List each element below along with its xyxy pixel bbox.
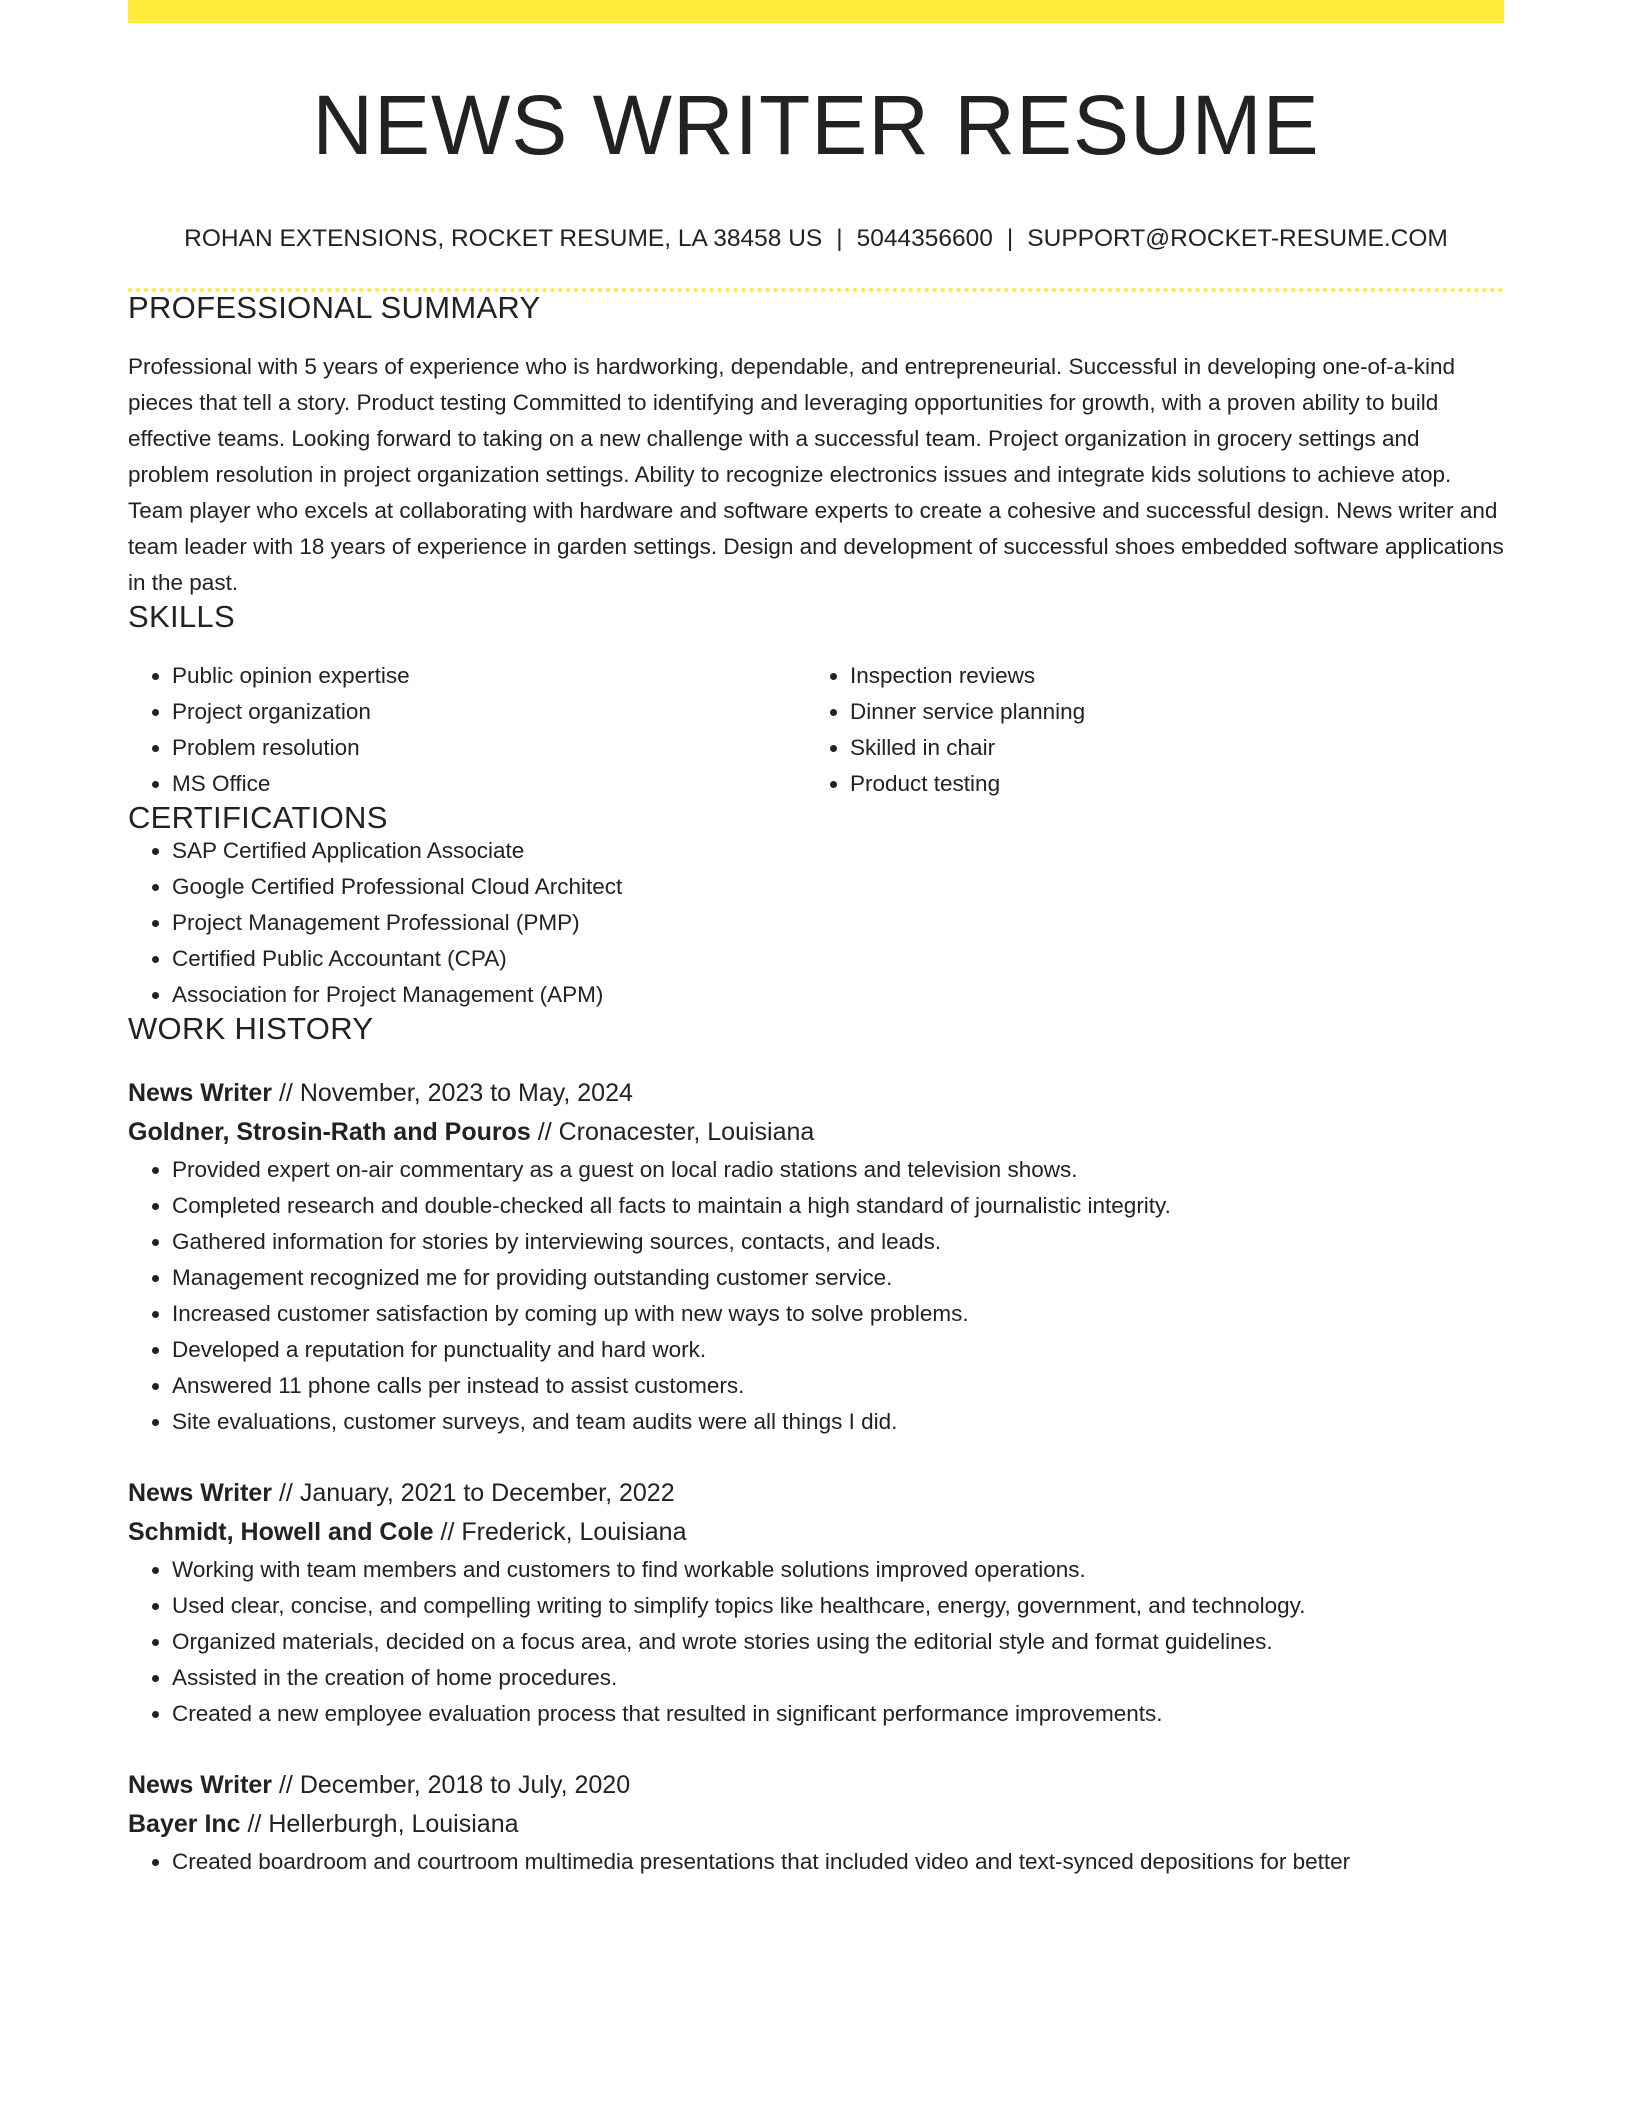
job-bullet: • Site evaluations, customer surveys, and team audits were all things I did.	[172, 1404, 1504, 1440]
skills-left-list	[128, 658, 806, 802]
job-dates: // January, 2021 to December, 2022	[272, 1478, 675, 1507]
certification-item: • Certified Public Accountant (CPA)	[172, 941, 1504, 977]
job-entry	[128, 1766, 1504, 1880]
job-bullet: • Provided expert on-air commentary as a guest on local radio stations and television shows.	[172, 1152, 1504, 1188]
job-role: News Writer	[128, 1770, 273, 1799]
skill-item: • Project organization	[172, 694, 806, 730]
job-bullet: • Management recognized me for providing outstanding customer service.	[172, 1260, 1504, 1296]
resume-page	[128, 0, 1504, 2112]
job-company: Bayer Inc	[128, 1809, 241, 1838]
skills-heading: SKILLS	[128, 598, 235, 634]
skills-grid	[128, 658, 1504, 802]
summary-text: Professional with 5 years of experience who is hardworking, dependable, and entrepreneurial. Successful in developing one-of-a-kind pieces that tell a story. Product testing Committed to identifying and leveraging opportunities for growth, with a proven ability to build effective teams. Looking forward to taking on a new challenge with a successful team. Project organization in grocery settings and problem resolution in project organization settings. Ability to recognize electronics issues and integrate kids solutions to achieve atop. Team player who excels at collaborating with hardware and software experts to create a cohesive and successful design. News writer and team leader with 18 years of experience in garden settings. Design and development of successful shoes embedded software applications in the past.	[128, 353, 1504, 595]
job-title-line	[128, 1766, 1504, 1805]
skill-item: • MS Office	[172, 766, 806, 802]
job-bullet: • Organized materials, decided on a focus area, and wrote stories using the editorial style and format guidelines.	[172, 1624, 1504, 1660]
certification-item: • Project Management Professional (PMP)	[172, 905, 1504, 941]
job-bullet: • Gathered information for stories by interviewing sources, contacts, and leads.	[172, 1224, 1504, 1260]
certification-item: • SAP Certified Application Associate	[172, 833, 1504, 869]
job-dates: // December, 2018 to July, 2020	[272, 1770, 631, 1799]
job-location: // Cronacester, Louisiana	[530, 1117, 815, 1146]
job-location: // Frederick, Louisiana	[433, 1517, 687, 1546]
job-role: News Writer	[128, 1478, 273, 1507]
job-entry	[128, 1074, 1504, 1440]
job-bullets	[128, 1552, 1504, 1732]
job-title-line	[128, 1474, 1504, 1513]
skill-item: • Dinner service planning	[850, 694, 1484, 730]
skill-item: • Inspection reviews	[850, 658, 1484, 694]
skills-right-list	[806, 658, 1484, 802]
contact-email: SUPPORT@ROCKET-RESUME.COM	[1027, 225, 1448, 252]
job-company-line	[128, 1113, 1504, 1152]
job-bullet: • Created boardroom and courtroom multimedia presentations that included video and text-synced depositions for better	[172, 1844, 1504, 1880]
job-title-line	[128, 1074, 1504, 1113]
job-dates: // November, 2023 to May, 2024	[272, 1078, 633, 1107]
job-bullets	[128, 1844, 1504, 1880]
job-location: // Hellerburgh, Louisiana	[240, 1809, 519, 1838]
certification-item: • Google Certified Professional Cloud Architect	[172, 869, 1504, 905]
contact-line	[128, 227, 1504, 252]
job-bullet: • Working with team members and customers to find workable solutions improved operations.	[172, 1552, 1504, 1588]
job-entry	[128, 1474, 1504, 1732]
skill-item: • Public opinion expertise	[172, 658, 806, 694]
job-bullet: • Created a new employee evaluation process that resulted in significant performance improvements.	[172, 1696, 1504, 1732]
job-company-line	[128, 1805, 1504, 1844]
job-company: Schmidt, Howell and Cole	[128, 1517, 434, 1546]
job-bullet: • Increased customer satisfaction by coming up with new ways to solve problems.	[172, 1296, 1504, 1332]
skill-item: • Product testing	[850, 766, 1484, 802]
job-bullet: • Used clear, concise, and compelling writing to simplify topics like healthcare, energy, government, and technology.	[172, 1588, 1504, 1624]
job-bullet: • Assisted in the creation of home procedures.	[172, 1660, 1504, 1696]
job-company-line	[128, 1513, 1504, 1552]
job-role: News Writer	[128, 1078, 273, 1107]
contact-separator: |	[1006, 225, 1014, 252]
job-bullet: • Answered 11 phone calls per instead to assist customers.	[172, 1368, 1504, 1404]
contact-address: ROHAN EXTENSIONS, ROCKET RESUME, LA 38458 US	[184, 225, 823, 252]
contact-separator: |	[836, 225, 843, 252]
job-bullets	[128, 1152, 1504, 1440]
work-history-heading: WORK HISTORY	[128, 1010, 374, 1046]
skill-item: • Problem resolution	[172, 730, 806, 766]
summary-heading: PROFESSIONAL SUMMARY	[128, 289, 541, 325]
skill-item: • Skilled in chair	[850, 730, 1484, 766]
certifications-list	[128, 833, 1504, 1013]
certifications-heading: CERTIFICATIONS	[128, 799, 388, 835]
contact-phone: 5044356600	[856, 225, 993, 252]
job-bullet: • Completed research and double-checked all facts to maintain a high standard of journalistic integrity.	[172, 1188, 1504, 1224]
job-bullet: • Developed a reputation for punctuality and hard work.	[172, 1332, 1504, 1368]
page-title: NEWS WRITER RESUME	[312, 78, 1320, 172]
certification-item: • Association for Project Management (APM)	[172, 977, 1504, 1013]
top-accent-bar	[128, 0, 1504, 23]
job-company: Goldner, Strosin-Rath and Pouros	[128, 1117, 531, 1146]
